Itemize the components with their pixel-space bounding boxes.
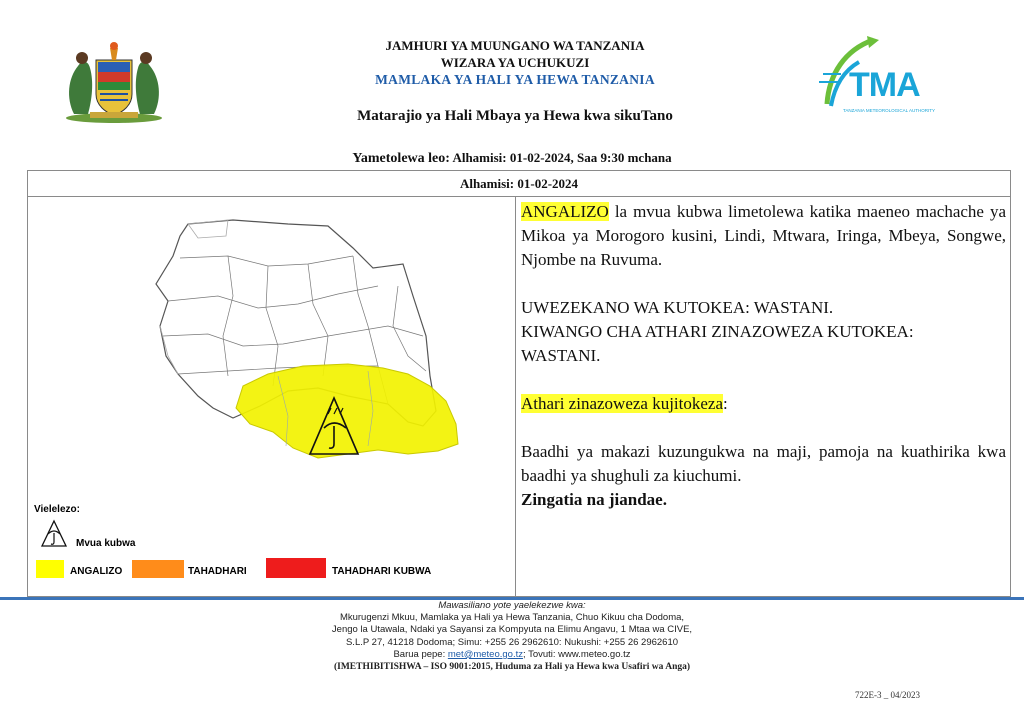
tma-logo-text: TMA <box>849 66 920 104</box>
tma-logo <box>815 34 955 120</box>
footer-line-3: S.L.P 27, 41218 Dodoma; Simu: +255 26 2962610: Nukushi: +255 26 2962610 <box>345 636 679 648</box>
impacts-text: Baadhi ya makazi kuzungukwa na maji, pamoja na kuathirika kwa baadhi ya shughuli za kiuchumi. <box>521 442 1006 485</box>
footer-certification: (IMETHIBITISHWA – ISO 9001:2015, Huduma za Hali ya Hewa kwa Usafiri wa Anga) <box>333 662 691 673</box>
tma-logo-subtitle: TANZANIA METEOROLOGICAL AUTHORITY <box>843 108 936 113</box>
legend-swatch-angalizo <box>36 560 64 578</box>
header-ministry: WIZARA YA UCHUKUZI <box>440 55 590 70</box>
impacts-heading-line <box>521 392 1006 416</box>
legend-heavy-rain-icon <box>42 521 66 546</box>
issued-value: Alhamisi: 01-02-2024, Saa 9:30 mchana <box>452 150 672 165</box>
warning-description: la mvua kubwa limetolewa katika maeneo machache ya Mikoa ya Morogoro kusini, Lindi, Mtwara, Iringa, Mbeya, Songwe, Njombe na Ruvuma. <box>521 202 1007 269</box>
document-reference: 722E-3 _ 04/2023 <box>855 690 920 700</box>
impact-level: KIWANGO CHA ATHARI ZINAZOWEZA KUTOKEA: WASTANI. <box>521 322 914 365</box>
forecast-date: Alhamisi: 01-02-2024 <box>28 171 1010 197</box>
legend-label-tahadhari-kubwa: TAHADHARI KUBWA <box>332 566 432 577</box>
tanzania-warning-map <box>28 196 515 597</box>
footer-web: ; Tovuti: www.meteo.go.tz <box>522 648 631 660</box>
footer-contact-heading: Mawasiliano yote yaelekezwe kwa: <box>438 600 586 611</box>
coat-of-arms-logo <box>60 38 168 124</box>
warning-level: ANGALIZO <box>521 202 609 221</box>
legend-swatch-tahadhari <box>132 560 184 578</box>
legend-title: Vielelezo: <box>34 504 80 515</box>
footer-line-1: Mkurugenzi Mkuu, Mamlaka ya Hali ya Hewa Tanzania, Chuo Kikuu cha Dodoma, <box>339 612 685 624</box>
legend-label-tahadhari: TAHADHARI <box>188 566 247 577</box>
footer-email-line <box>150 649 874 661</box>
column-divider <box>515 196 516 597</box>
footer <box>150 600 874 673</box>
impacts-heading: Athari zinazoweza kujitokeza <box>521 394 724 413</box>
footer-email-label: Barua pepe: <box>393 648 446 660</box>
header-agency: MAMLAKA YA HALI YA HEWA TANZANIA <box>375 72 655 87</box>
advice: Zingatia na jiandae. <box>521 490 667 509</box>
impacts-colon: : <box>723 394 728 413</box>
legend-swatch-tahadhari-kubwa <box>266 558 326 578</box>
warning-text <box>521 200 1006 512</box>
legend-symbol-label: Mvua kubwa <box>76 538 136 549</box>
issued-line <box>0 150 1024 167</box>
warning-paragraph <box>521 200 1006 272</box>
footer-line-2: Jengo la Utawala, Ndaki ya Sayansi za Kompyuta na Elimu Angavu, 1 Mtaa wa CIVE, <box>331 624 693 636</box>
header-country: JAMHURI YA MUUNGANO WA TANZANIA <box>385 38 645 53</box>
map-cell <box>28 196 515 597</box>
footer-email-link[interactable]: met@meteo.go.tz <box>447 648 523 660</box>
forecast-table <box>27 170 1011 597</box>
legend-label-angalizo: ANGALIZO <box>70 566 123 577</box>
likelihood: UWEZEKANO WA KUTOKEA: WASTANI. <box>521 298 834 317</box>
legend <box>34 504 431 578</box>
issued-label: Yametolewa leo: <box>352 151 450 166</box>
page-title: Matarajio ya Hali Mbaya ya Hewa kwa sikuTano <box>357 108 673 124</box>
